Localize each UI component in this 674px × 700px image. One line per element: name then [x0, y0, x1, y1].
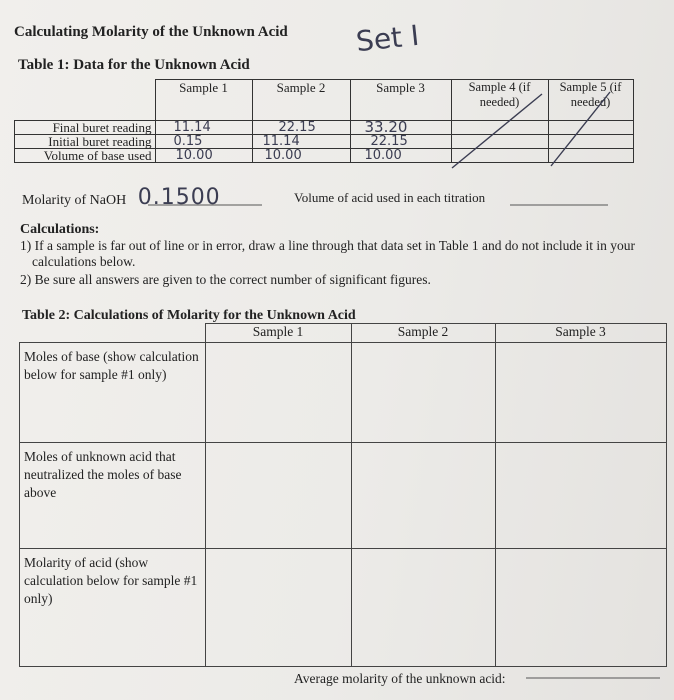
row-label: Molarity of acid (show calculation below for sample #1 only)	[20, 549, 206, 667]
cell-empty	[495, 549, 666, 667]
table2-row-moles-base	[20, 343, 667, 443]
cell-empty	[205, 443, 351, 549]
cell-value: 33.20	[350, 121, 451, 135]
row-label: Moles of unknown acid that neutralized the moles of base above	[20, 443, 206, 549]
cell-value: 11.14	[155, 121, 252, 135]
table1-header-sample3: Sample 3	[350, 80, 451, 121]
table2-row-molarity-acid	[20, 549, 667, 667]
table2-header-sample2: Sample 2	[351, 324, 495, 343]
table2-header-sample1: Sample 1	[205, 324, 351, 343]
cell-empty	[351, 549, 495, 667]
naoh-label: Molarity of NaOH	[22, 193, 127, 208]
acid-volume-label: Volume of acid used in each titration	[294, 190, 486, 205]
table2-calculations	[19, 323, 667, 667]
table2-title: Table 2: Calculations of Molarity for the Unknown Acid	[22, 308, 356, 323]
table2-corner	[20, 324, 206, 343]
cell-value: 0.15	[155, 135, 252, 149]
page-title: Calculating Molarity of the Unknown Acid	[14, 24, 288, 40]
cell-empty	[351, 443, 495, 549]
naoh-molarity-line	[22, 185, 221, 210]
average-molarity-label: Average molarity of the unknown acid:	[294, 671, 506, 686]
table1-header-sample1: Sample 1	[155, 80, 252, 121]
row-label: Volume of base used	[15, 149, 156, 163]
handwritten-set-label: Set I	[354, 18, 421, 59]
strike-line-sample4	[452, 94, 542, 168]
cell-value: 11.14	[252, 135, 350, 149]
cell-empty	[495, 343, 666, 443]
table2-header-sample3: Sample 3	[495, 324, 666, 343]
calculations-heading: Calculations:	[20, 222, 100, 237]
calculations-list	[20, 238, 652, 288]
row-label: Moles of base (show calculation below for sample #1 only)	[20, 343, 206, 443]
cell-value: 22.15	[252, 121, 350, 135]
cell-value: 10.00	[155, 149, 252, 163]
table1-header-sample4: Sample 4 (if needed)	[451, 80, 548, 121]
cell-empty	[351, 343, 495, 443]
table1-title: Table 1: Data for the Unknown Acid	[18, 57, 250, 73]
row-label: Final buret reading	[15, 121, 156, 135]
row-label: Initial buret reading	[15, 135, 156, 149]
cell-value: 10.00	[350, 149, 451, 163]
cell-empty	[205, 343, 351, 443]
cell-value: 22.15	[350, 135, 451, 149]
table2-row-moles-acid	[20, 443, 667, 549]
calculation-item: 2) Be sure all answers are given to the correct number of significant figures.	[20, 272, 431, 287]
naoh-value: 0.1500	[137, 185, 221, 210]
strike-line-sample5	[551, 92, 610, 166]
cell-empty	[495, 443, 666, 549]
table1-header-sample2: Sample 2	[252, 80, 350, 121]
cell-empty	[205, 549, 351, 667]
table1-header-sample5: Sample 5 (if needed)	[548, 80, 633, 121]
calculation-item: 1) If a sample is far out of line or in error, draw a line through that data set in Table 1 and do not include it in your calculations below.	[20, 238, 635, 269]
cell-value: 10.00	[252, 149, 350, 163]
